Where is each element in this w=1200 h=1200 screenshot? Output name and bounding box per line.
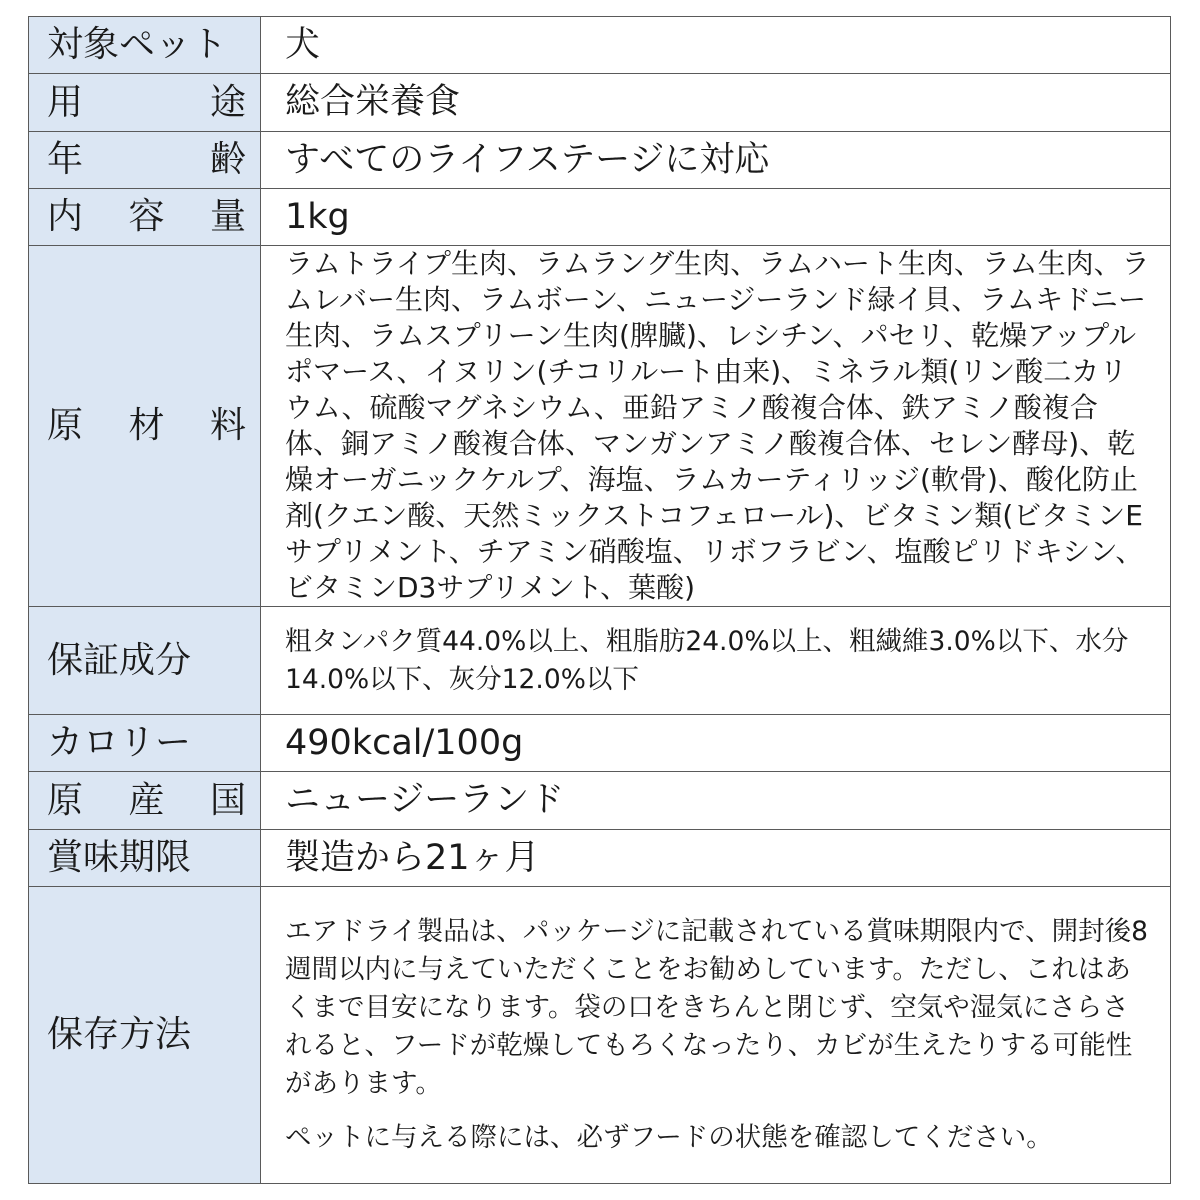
spec-row-target-pet [29,17,1171,74]
storage-instructions: エアドライ製品は、パッケージに記載されている賞味期限内で、開封後8週間以内に与えていただくことをお勧めしています。ただし、これはあくまで目安になります。袋の口をきちんと閉じず、空気や湿気にさらされると、フードが乾燥してもろくなったり、カビが生えたりする可能性があります。 [285,916,1149,1099]
row-value: 製造から21ヶ月 [261,830,1171,887]
row-value: 総合栄養食 [261,74,1171,132]
row-label: 保証成分 [29,607,261,715]
row-label: 保存方法 [29,887,261,1184]
row-label: 賞味期限 [29,830,261,887]
spec-row-origin [29,772,1171,830]
row-label: 対象ペット [29,17,261,74]
row-value: 犬 [261,17,1171,74]
row-label: 用 途 [29,74,261,132]
row-value: ニュージーランド [261,772,1171,830]
product-spec-table [28,16,1171,1184]
row-value: 490kcal/100g [261,715,1171,772]
row-label: 原 産 国 [29,772,261,830]
spec-row-guaranteed-analysis [29,607,1171,715]
spec-row-storage [29,887,1171,1184]
row-value: すべてのライフステージに対応 [261,132,1171,189]
row-label: 原 材 料 [29,246,261,607]
storage-note: ペットに与える際には、必ずフードの状態を確認してください。 [285,1122,1053,1153]
row-label: カロリー [29,715,261,772]
spec-row-contents [29,189,1171,246]
spec-row-calories [29,715,1171,772]
spec-row-age [29,132,1171,189]
row-value-storage [261,887,1171,1184]
row-label: 内 容 量 [29,189,261,246]
spec-row-ingredients [29,246,1171,607]
spec-row-best-before [29,830,1171,887]
row-label: 年 齢 [29,132,261,189]
row-value: 1kg [261,189,1171,246]
spec-row-purpose [29,74,1171,132]
row-value: 粗タンパク質44.0%以上、粗脂肪24.0%以上、粗繊維3.0%以下、水分14.0%以下、灰分12.0%以下 [261,607,1171,715]
row-value: ラムトライプ生肉、ラムラング生肉、ラムハート生肉、ラム生肉、ラムレバー生肉、ラムボーン、ニュージーランド緑イ貝、ラムキドニー生肉、ラムスプリーン生肉(脾臓)、レシチン、パセリ、乾燥アップルポマース、イヌリン(チコリルート由来)、ミネラル類(リン酸二カリウム、硫酸マグネシウム、亜鉛アミノ酸複合体、鉄アミノ酸複合体、銅アミノ酸複合体、マンガンアミノ酸複合体、セレン酵母)、乾燥オーガニックケルプ、海塩、ラムカーティリッジ(軟骨)、酸化防止剤(クエン酸、天然ミックストコフェロール)、ビタミン類(ビタミンEサプリメント、チアミン硝酸塩、リボフラビン、塩酸ピリドキシン、ビタミンD3サプリメント、葉酸) [261,246,1171,607]
